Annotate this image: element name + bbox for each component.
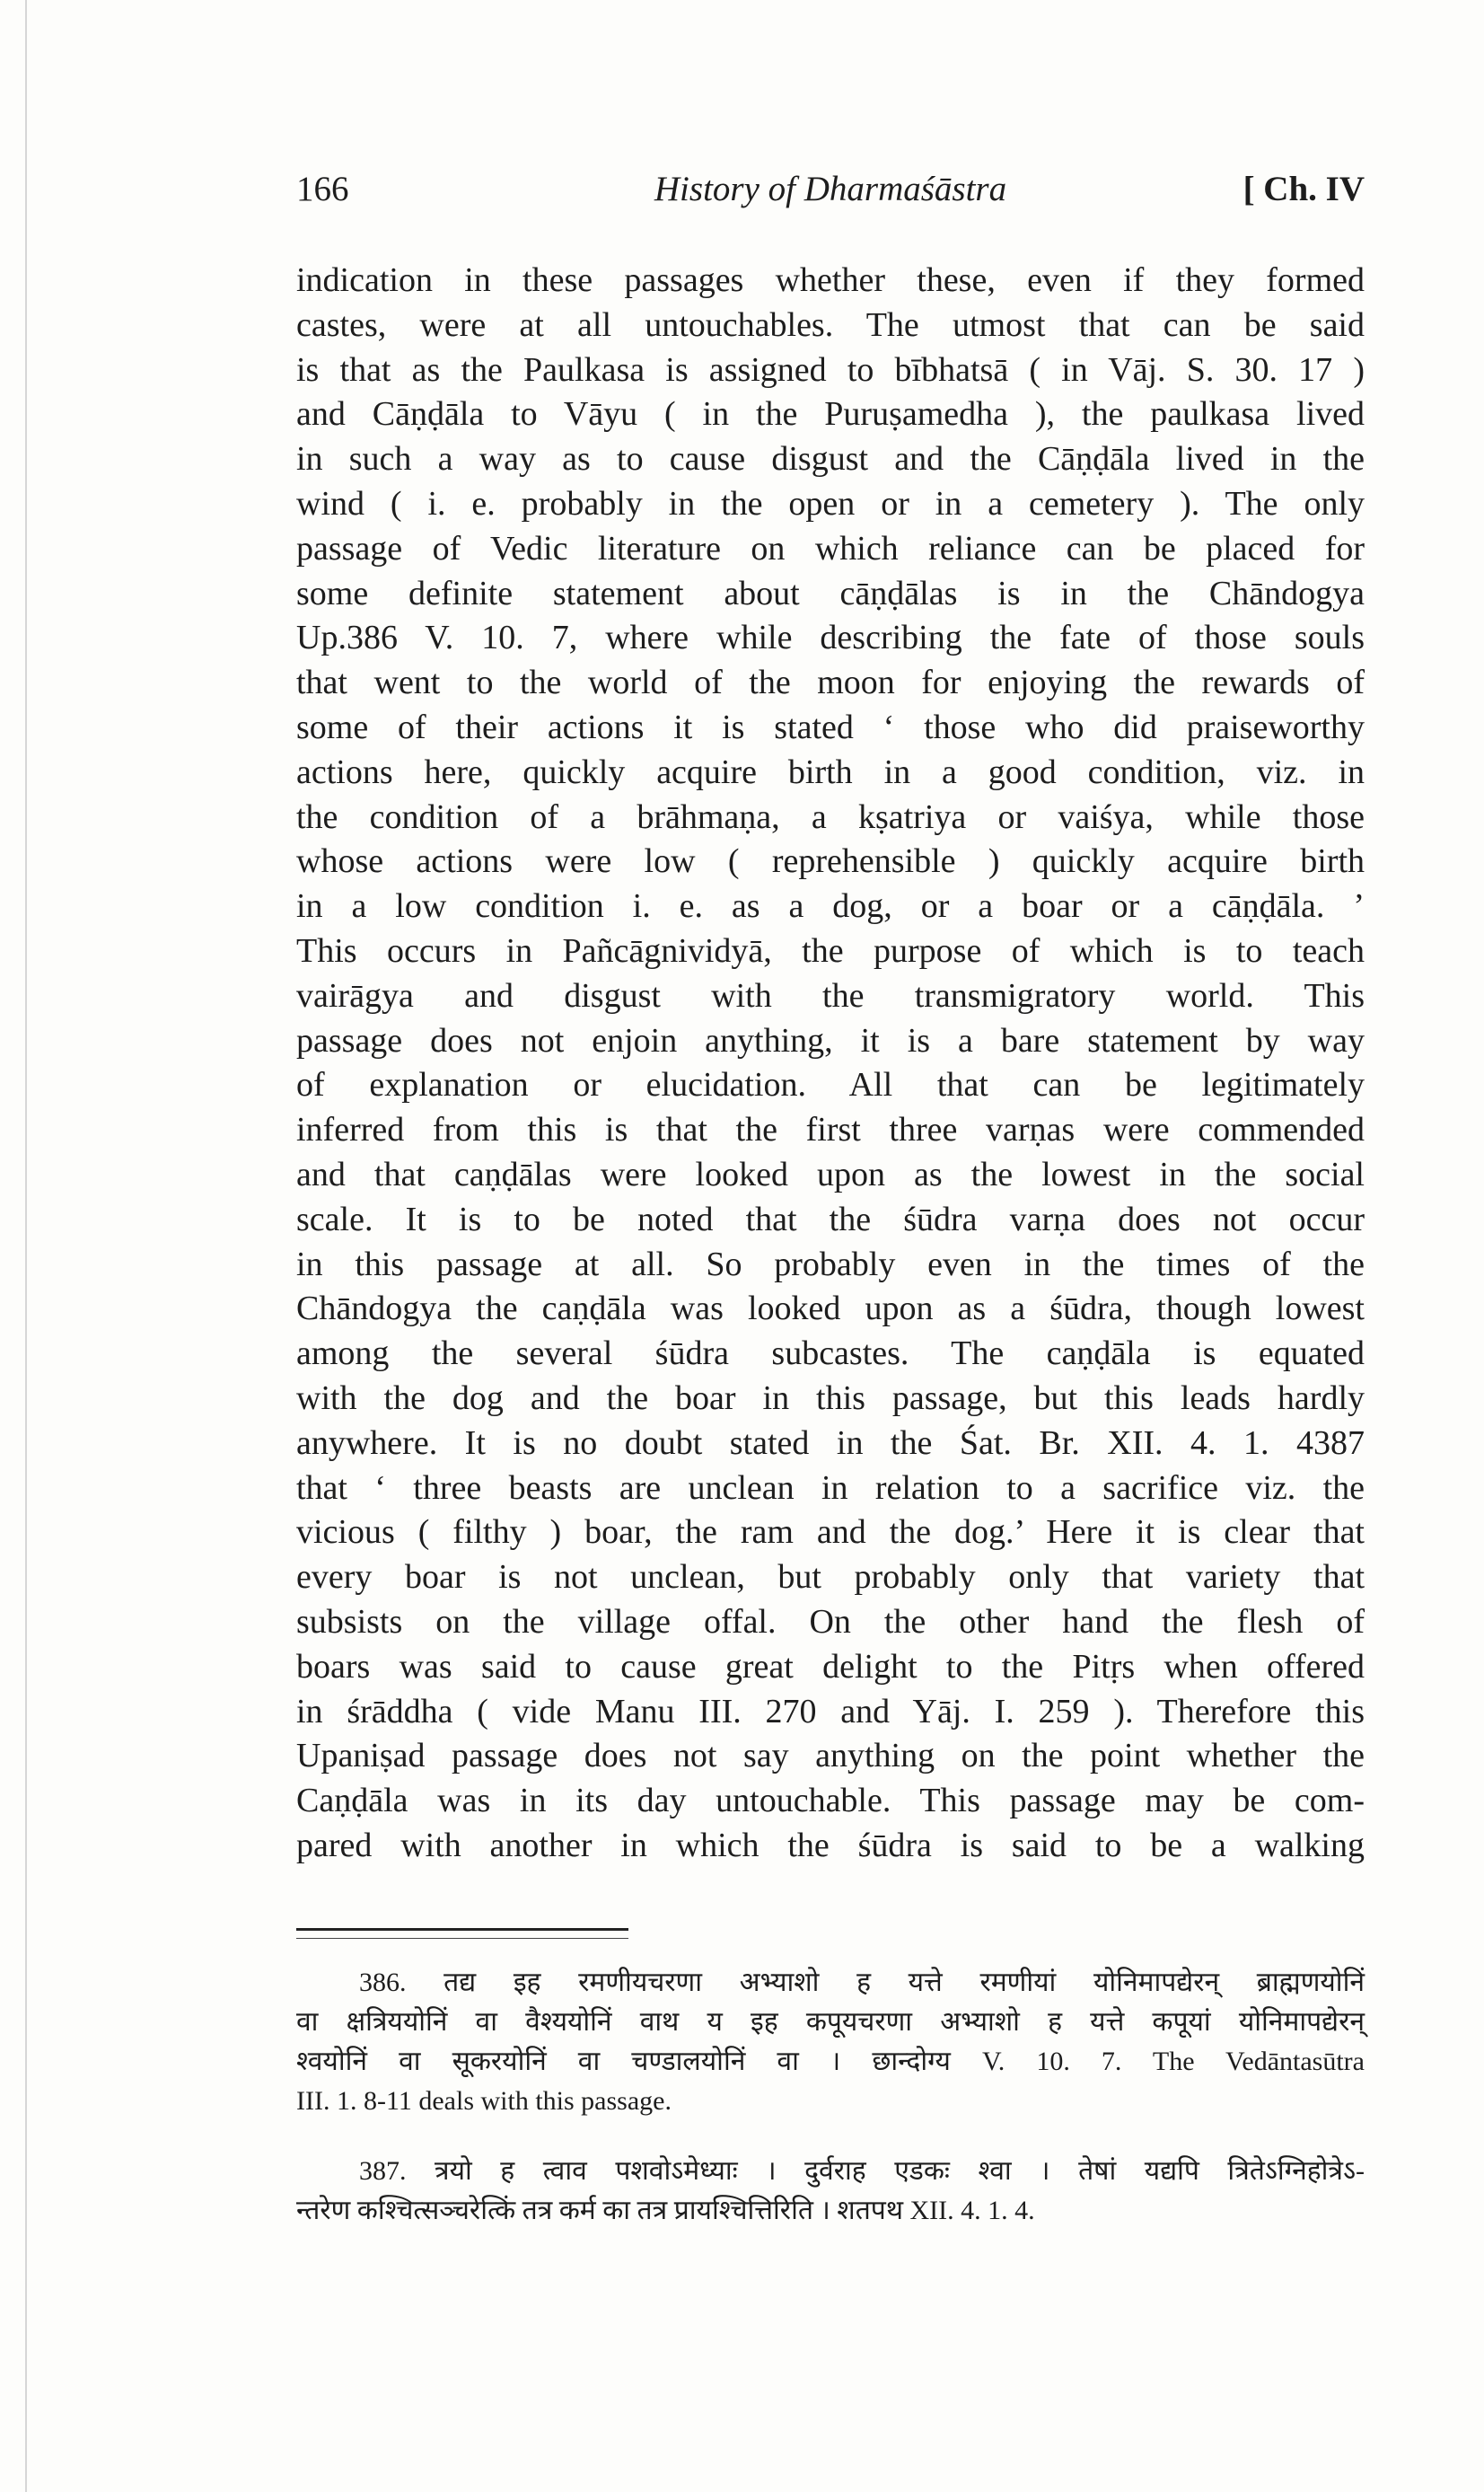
body-line: scale. It is to be noted that the śūdra varṇa does not occur — [296, 1200, 1365, 1238]
footnote — [296, 2152, 1365, 2231]
running-title: History of Dharmaśāstra — [654, 170, 1007, 208]
body-line: that ‘ three beasts are unclean in relation to a sacrifice viz. the — [296, 1468, 1365, 1507]
body-line: Chāndogya the caṇḍāla was looked upon as a śūdra, though lowest — [296, 1290, 1365, 1328]
body-line: Up.386 V. 10. 7, where while describing the fate of those souls — [296, 619, 1365, 657]
body-line: of explanation or elucidation. All that can be legitimately — [296, 1066, 1365, 1105]
body-line: boars was said to cause great delight to the Pitṛs when offered — [296, 1647, 1365, 1686]
footnote-rule-thin — [296, 1938, 628, 1939]
footnote-line: III. 1. 8-11 deals with this passage. — [296, 2086, 672, 2116]
page-number: 166 — [296, 170, 349, 208]
body-line: vicious ( filthy ) boar, the ram and the dog.’ Here it is clear that — [296, 1513, 1365, 1552]
body-line: in a low condition i. e. as a dog, or a boar or a cāṇḍāla. ’ — [296, 887, 1365, 926]
body-line: in such a way as to cause disgust and the Cāṇḍāla lived in the — [296, 440, 1365, 479]
footnotes — [296, 1963, 1365, 2261]
body-line: in śrāddha ( vide Manu III. 270 and Yāj. I. 259 ). Therefore this — [296, 1692, 1365, 1730]
page-header — [296, 169, 1365, 219]
chapter-label: [ Ch. IV — [1243, 170, 1365, 208]
body-line: This occurs in Pañcāgnividyā, the purpose of which is to teach — [296, 931, 1365, 970]
footnote-rule — [296, 1928, 628, 1931]
body-line: passage does not enjoin anything, it is a bare statement by way — [296, 1021, 1365, 1060]
body-line: indication in these passages whether these, even if they formed — [296, 261, 1365, 299]
body-line: and Cāṇḍāla to Vāyu ( in the Puruṣamedha ), the paulkasa lived — [296, 395, 1365, 434]
body-line: in this passage at all. So probably even in the times of the — [296, 1245, 1365, 1283]
body-line: some of their actions it is stated ‘ those who did praiseworthy — [296, 708, 1365, 746]
footnote-line: वा क्षत्रिययोनिं वा वैश्ययोनिं वाथ य इह कपूयचरणा अभ्याशो ह यत्ते कपूयां योनिमापद्येरन् — [296, 2007, 1365, 2037]
body-line: the condition of a brāhmaṇa, a kṣatriya or vaiśya, while those — [296, 797, 1365, 836]
body-line: inferred from this is that the first three varṇas were commended — [296, 1111, 1365, 1149]
footnote-line: 387. त्रयो ह त्वाव पशवोऽमेध्याः । दुर्वराह एडकः श्वा । तेषां यद्यपि त्रितेऽग्निहोत्रेऽ- — [359, 2156, 1365, 2186]
body-line: some definite statement about cāṇḍālas is in the Chāndogya — [296, 574, 1365, 612]
body-line: pared with another in which the śūdra is said to be a walking — [296, 1826, 1365, 1864]
footnote-line: श्वयोनिं वा सूकरयोनिं वा चण्डालयोनिं वा । छान्दोग्य V. 10. 7. The Vedāntasūtra — [296, 2047, 1365, 2076]
body-line: anywhere. It is no doubt stated in the Śat. Br. XII. 4. 1. 4387 — [296, 1423, 1365, 1462]
body-line: subsists on the village offal. On the other hand the flesh of — [296, 1602, 1365, 1641]
footnote-line: 386. तद्य इह रमणीयचरणा अभ्याशो ह यत्ते रमणीयां योनिमापद्येरन् ब्राह्मणयोनिं — [359, 1968, 1365, 1997]
body-line: Upaniṣad passage does not say anything on the point whether the — [296, 1737, 1365, 1775]
body-line: whose actions were low ( reprehensible ) quickly acquire birth — [296, 842, 1365, 881]
footnote — [296, 1963, 1365, 2121]
body-text — [296, 259, 1365, 1869]
body-line: vairāgya and disgust with the transmigratory world. This — [296, 976, 1365, 1015]
body-line: is that as the Paulkasa is assigned to bībhatsā ( in Vāj. S. 30. 17 ) — [296, 350, 1365, 389]
body-line: that went to the world of the moon for enjoying the rewards of — [296, 664, 1365, 702]
footnote-line: न्तरेण कश्चित्सञ्चरेत्किं तत्र कर्म का तत्र प्रायश्चित्तिरिति । शतपथ XII. 4. 1. 4. — [296, 2196, 1035, 2225]
body-line: with the dog and the boar in this passage, but this leads hardly — [296, 1378, 1365, 1417]
body-line: and that caṇḍālas were looked upon as the lowest in the social — [296, 1155, 1365, 1193]
body-line: actions here, quickly acquire birth in a good condition, viz. in — [296, 753, 1365, 791]
body-line: every boar is not unclean, but probably only that variety that — [296, 1558, 1365, 1597]
body-line: Caṇḍāla was in its day untouchable. This passage may be com- — [296, 1782, 1365, 1820]
body-line: among the several śūdra subcastes. The caṇḍāla is equated — [296, 1334, 1365, 1373]
body-line: passage of Vedic literature on which reliance can be placed for — [296, 529, 1365, 568]
page-edge-line — [25, 0, 27, 2492]
body-line: wind ( i. e. probably in the open or in a cemetery ). The only — [296, 484, 1365, 523]
body-line: castes, were at all untouchables. The utmost that can be said — [296, 305, 1365, 344]
